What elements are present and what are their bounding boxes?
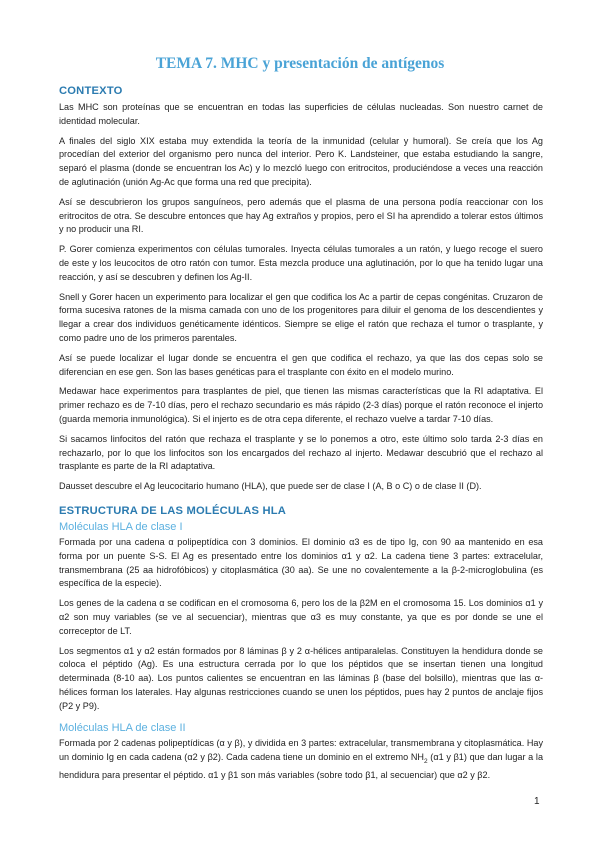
subsection-heading-clase-ii: Moléculas HLA de clase II <box>59 722 186 735</box>
section-heading-contexto: CONTEXTO <box>59 85 123 97</box>
paragraph: Así se descubrieron los grupos sanguíneos, pero además que el plasma de una persona podía reaccionar con los eritrocitos de otra. Se descubre entonces que hay Ag extraños y propios, pero el SI ha aprendido a tolerar estos últimos y no producir una RI. <box>59 196 543 235</box>
document-title: TEMA 7. MHC y presentación de antígenos <box>155 55 445 72</box>
paragraph: Snell y Gorer hacen un experimento para localizar el gen que codifica los Ac a partir de cepas congénitas. Cruzaron de forma sucesiva ratones de la misma camada con uno de los progenitores para diluir el genoma de los descendientes y llegar a crear dos individuos genéticamente idénticos. Siempre se elige el ratón que rechaza el tumor o trasplante, y como padre uno de los primeros parentales. <box>59 291 543 343</box>
paragraph: Dausset descubre el Ag leucocitario humano (HLA), que puede ser de clase I (A, B o C) o de clase II (D). <box>59 481 482 492</box>
paragraph <box>59 737 543 782</box>
document-body <box>59 84 543 789</box>
paragraph-text: Formada por 2 cadenas polipeptídicas (α y β), y dividida en 3 partes: extracelular, transmembrana y citoplasmática. Hay un dominio Ig en cada cadena (α2 y β2). Cada cadena tiene un dominio en el extremo NH <box>59 738 543 763</box>
paragraph: Medawar hace experimentos para trasplantes de piel, que tienen las mismas características que la RI adaptativa. El primer rechazo es de 7-10 días, pero el rechazo secundario es más rápido (2-3 días) porque el ratón reconoce el injerto (guarda memoria inmunológica). Si el injerto es de otra cepa diferente, el rechazo vuelve a tardar 7-10 días. <box>59 386 543 424</box>
paragraph-text: (α1 y β1) que dan lugar a la hendidura para presentar el péptido. α1 y β1 son más variables (sobre todo β1, al secuenciar) que α2 y β2. <box>59 752 543 780</box>
page-number: 1 <box>534 796 540 807</box>
section-heading-estructura: ESTRUCTURA DE LAS MOLÉCULAS HLA <box>59 504 287 517</box>
paragraph: Si sacamos linfocitos del ratón que rechaza el trasplante y se lo ponemos a otro, este último solo tarda 2-3 días en rechazarlo, por lo que los linfocitos son los encargados del rechazo al injerto. Medawar descubrió que el rechazo al trasplante es parte de la RI adaptativa. <box>59 433 543 472</box>
subscript: 2 <box>424 758 428 766</box>
subsection-heading-clase-i: Moléculas HLA de clase I <box>59 520 183 533</box>
paragraph: Formada por una cadena α polipeptídica con 3 dominios. El dominio α3 es de tipo Ig, con 90 aa mantenido en esa forma por un puente S-S. El Ag es presentado entre los dominios α1 y α2. La cadena tiene 3 partes: extracelular, transmembrana (25 aa hidrofóbicos) y citoplasmática (30 aa). Se une no covalentemente a la β-2-microglobulina (es específica de la especie). <box>59 536 543 589</box>
paragraph: Los segmentos α1 y α2 están formados por 8 láminas β y 2 α-hélices antiparalelas. Constituyen la hendidura donde se coloca el péptido (Ag). Es una estructura cerrada por lo que los péptidos que se insertan tienen una longitud determinada (8-10 aa). Los puntos calientes se encuentran en las láminas β (base del bolsillo), mientras que las α-hélices forman los laterales. Hay algunas restricciones cuando se unen los péptidos, pues hay 2 puntos de anclaje fijos (P2 y P9). <box>59 645 543 711</box>
paragraph: Las MHC son proteínas que se encuentran en todas las superficies de células nucleadas. Son nuestro carnet de identidad molecular. <box>59 102 543 126</box>
paragraph: Así se puede localizar el lugar donde se encuentra el gen que codifica el rechazo, ya que las dos cepas solo se diferencian en ese gen. Son las bases genéticas para el trasplante con éxito en el modelo murino. <box>59 352 543 377</box>
paragraph: P. Gorer comienza experimentos con células tumorales. Inyecta células tumorales a un ratón, y luego recoge el suero de este y los leucocitos de otro ratón con tumor. Esta mezcla produce una aglutinación, por lo que ha tenido lugar una reacción, y así se descubren y definen los Ag-II. <box>59 244 543 282</box>
paragraph: A finales del siglo XIX estaba muy extendida la teoría de la inmunidad (celular y humoral). Se creía que los Ag procedían del exterior del organismo pero nunca del interior. Pero K. Landsteiner, que estaba estudiando la sangre, separó el plasma (donde se encuentran los Ac) y lo mezcló luego con eritrocitos, produciéndose a veces una reacción de aglutinación (unión Ag-Ac que forma una red que precipita). <box>59 135 543 187</box>
paragraph: Los genes de la cadena α se codifican en el cromosoma 6, pero los de la β2M en el cromosoma 15. Los dominios α1 y α2 son muy variables (se ve al secuenciar), mientras que α3 es muy constante, ya que es por donde se une el correceptor de LT. <box>59 598 543 636</box>
